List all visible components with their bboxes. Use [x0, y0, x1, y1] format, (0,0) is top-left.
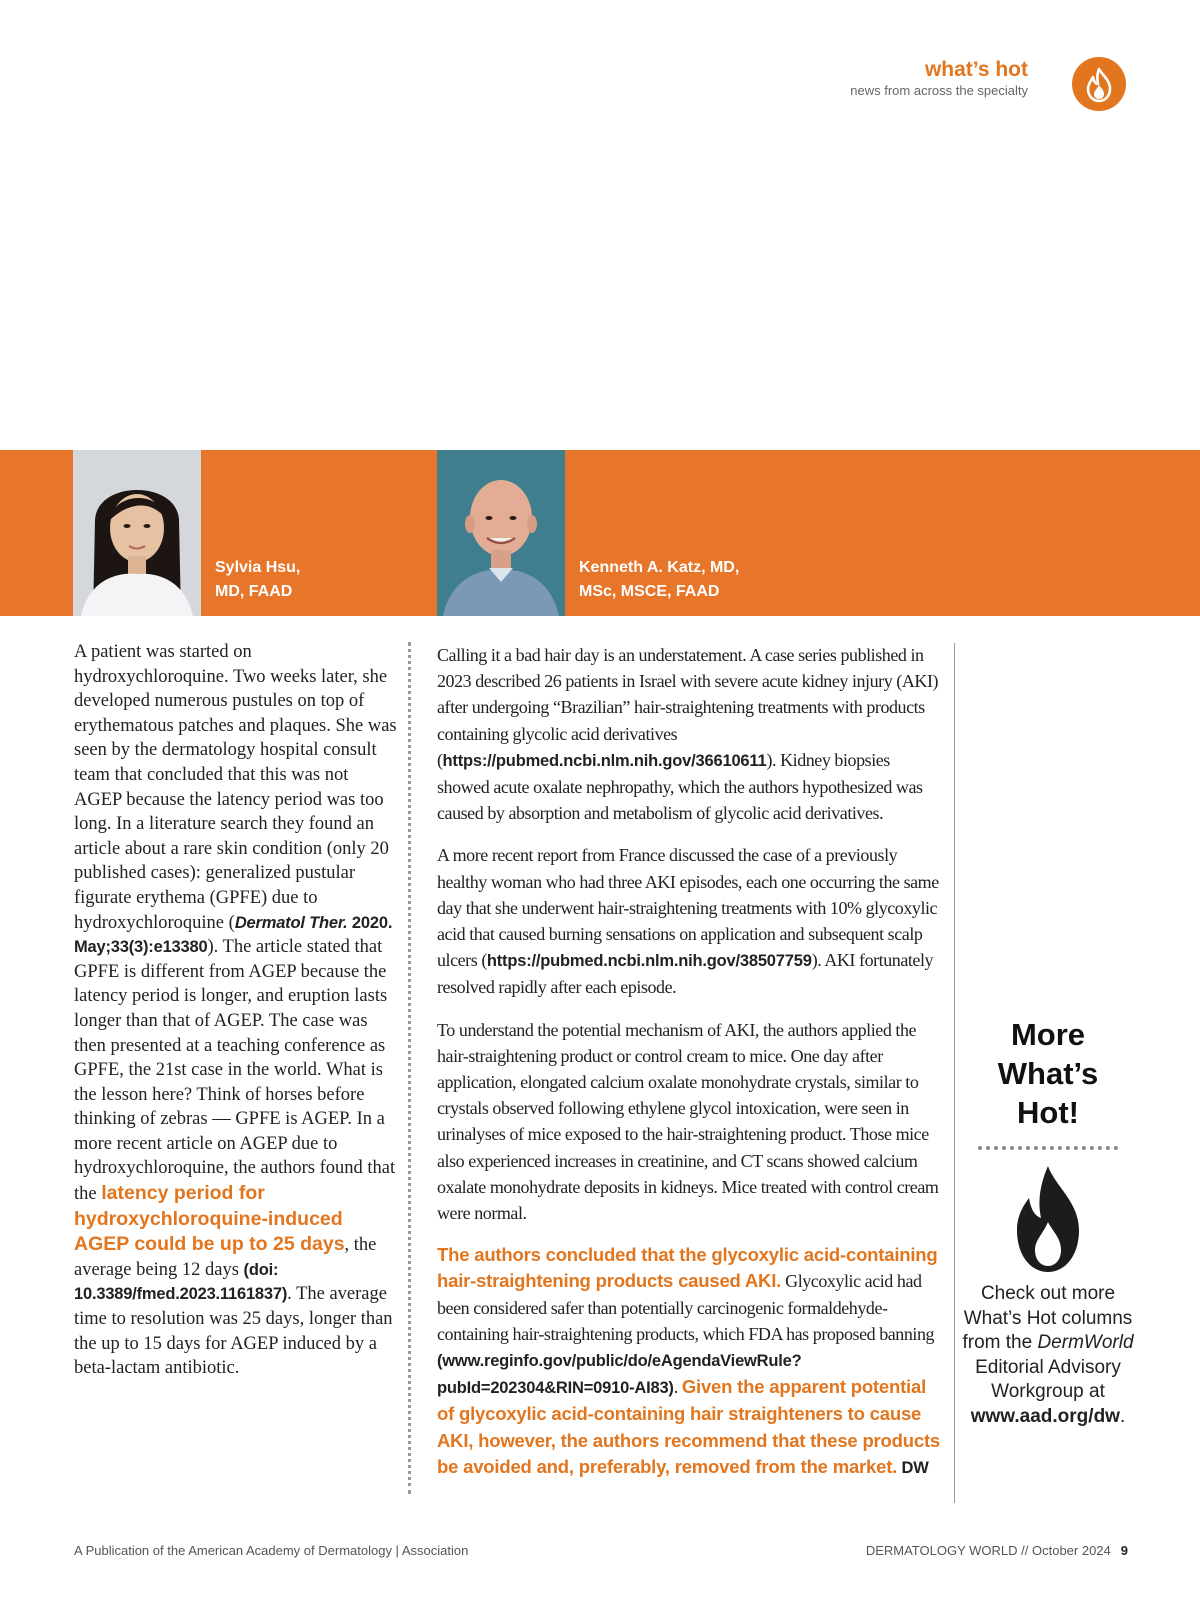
body-paragraph: [437, 642, 942, 826]
author-credentials: MSc, MSCE, FAAD: [579, 583, 720, 600]
author-name: Kenneth A. Katz, MD,: [579, 559, 740, 576]
flame-icon: [1003, 1164, 1093, 1274]
aad-link[interactable]: www.aad.org/dw: [970, 1405, 1120, 1427]
article-column-hsu: [74, 640, 399, 1381]
issue-date: October 2024: [1031, 1543, 1111, 1558]
body-text: Calling it a bad hair day is an understatement. A case series published in 2023 described 26 patients in Israel with severe acute kidney injury (AKI) after undergoing “Brazilian” hair-straightening treatments with products containing glycolic acid derivatives (: [437, 645, 939, 770]
body-text: To understand the potential mechanism of AKI, the authors applied the hair-straightening product or control cream to mice. One day after application, elongated calcium oxalate monohydrate crystals, similar to crystals observed following ethylene glycol intoxication, were seen in urinalyses of mice exposed to the hair-straightening product. Those mice also experienced increases in creatinine, and CT scans showed calcium oxalate monohydrate deposits in kidneys. Mice treated with control cream were normal.: [437, 1019, 939, 1224]
body-text: ). Kidney biopsies showed acute oxalate nephropathy, which the authors hypothesized was caused by absorption and metabolism of glycolic acid derivatives.: [437, 749, 923, 824]
citation-doi: (doi: 10.3389/fmed.2023.1161837): [74, 1260, 288, 1304]
body-text: . The average time to resolution was 25 days, longer than the up to 15 days for AGEP induced by a beta-lactam antibiotic.: [74, 1284, 393, 1379]
publication-name: DERMATOLOGY WORLD: [865, 1543, 1018, 1558]
body-paragraph: [437, 1242, 942, 1481]
author-name: Sylvia Hsu,: [215, 559, 301, 576]
footer-issue: [866, 1543, 1128, 1558]
sidebar-title-line: Hot!: [1017, 1095, 1079, 1130]
highlight-text: The authors concluded that the glycoxylic acid-containing hair-straightening products caused AKI.: [437, 1244, 938, 1292]
body-text: , the average being 12 days: [74, 1235, 377, 1280]
sidebar-text: Check out more What’s Hot columns from the: [962, 1283, 1133, 1354]
pubmed-link[interactable]: https://pubmed.ncbi.nlm.nih.gov/36610611: [442, 751, 767, 770]
section-title: what’s hot: [924, 58, 1028, 81]
body-text: A patient was started on hydroxychloroquine. Two weeks later, she developed numerous pustules on top of erythematous patches and plaques. She was seen by the dermatology hospital consult team that concluded that this was not AGEP because the latency period was too long. In a literature search they found an article about a rare skin condition (only 20 published cases): generalized pustular figurate erythema (GPFE) due to hydroxychloroquine (: [74, 642, 397, 933]
body-text: A more recent report from France discussed the case of a previously healthy woman who had three AKI episodes, each one occurring the same day that she underwent hair-straightening treatments with 10% glycoxylic acid that caused burning sensations on application and subsequent scalp ulcers (: [437, 845, 939, 971]
body-text: ). The article stated that GPFE is different from AGEP because the latency period is longer, and eruption lasts longer than that of AGEP. The case was then presented at a teaching conference as GPFE, the 21st case in the world. What is the lesson here? Think of horses before thinking of zebras — GPFE is AGEP. In a more recent article on AGEP due to hydroxychloroquine, the authors found that the: [74, 937, 396, 1205]
author-byline-hsu: [215, 556, 300, 604]
body-paragraph: [437, 842, 942, 1000]
sidebar-title-line: More: [1010, 1017, 1086, 1052]
section-subtitle: news from across the specialty: [850, 83, 1028, 98]
body-text: Glycoxylic acid had been considered safer than potentially carcinogenic formaldehyde-containing hair-straightening products, which FDA has proposed banning: [437, 1271, 935, 1344]
sidebar-text: .: [1119, 1405, 1126, 1427]
dotted-rule: [978, 1146, 1118, 1150]
citation-details: 2020. May;33(3):e13380: [74, 913, 393, 957]
page-number: 9: [1120, 1543, 1128, 1558]
author-photo-hsu: [73, 450, 201, 616]
author-photo-katz: [437, 450, 565, 616]
section-header: [850, 58, 1028, 100]
more-whats-hot-sidebar: [962, 1015, 1134, 1430]
body-paragraph: [74, 640, 399, 1381]
flame-icon: [1072, 57, 1126, 111]
highlight-text: latency period for hydroxychloroquine-induced AGEP could be up to 25 days: [74, 1182, 345, 1256]
sidebar-title-line: What’s: [997, 1056, 1099, 1091]
dermworld-title: DermWorld: [1037, 1332, 1134, 1354]
author-credentials: MD, FAAD: [215, 583, 293, 600]
body-paragraph: [437, 1017, 942, 1227]
body-text: .: [673, 1377, 682, 1398]
footer-publisher: A Publication of the American Academy of Dermatology | Association: [74, 1543, 469, 1558]
body-text: ). AKI fortunately resolved rapidly after each episode.: [437, 950, 934, 998]
sidebar-text: Editorial Advisory Workgroup at: [975, 1356, 1121, 1403]
end-mark: DW: [897, 1458, 929, 1477]
separator: //: [1017, 1543, 1032, 1558]
reginfo-link[interactable]: (www.reginfo.gov/public/do/eAgendaViewRule?pubId=202304&RIN=0910-AI83): [437, 1352, 802, 1398]
pubmed-link[interactable]: https://pubmed.ncbi.nlm.nih.gov/38507759: [486, 952, 812, 971]
citation-journal: Dermatol Ther.: [234, 913, 348, 932]
column-divider: [408, 642, 411, 1494]
author-byline-katz: [579, 556, 739, 604]
author-band: [0, 450, 1200, 616]
article-column-katz: [437, 642, 942, 1497]
sidebar-title: [962, 1015, 1134, 1132]
highlight-text: Given the apparent potential of glycoxylic acid-containing hair straighteners to cause AKI, however, the authors recommend that these products be avoided and, preferably, removed from the market.: [437, 1376, 940, 1477]
sidebar-description: [962, 1282, 1134, 1430]
sidebar-divider: [954, 643, 955, 1503]
